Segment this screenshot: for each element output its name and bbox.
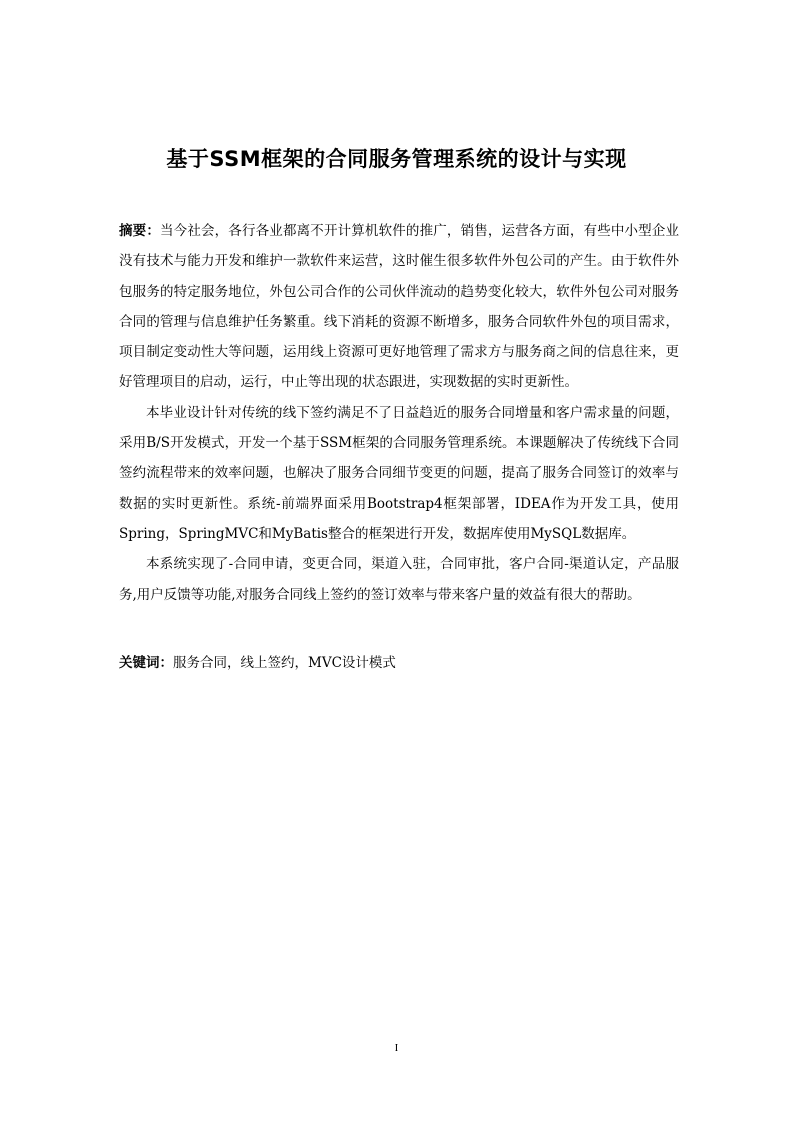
abstract-section	[119, 216, 679, 610]
abstract-paragraph-1	[119, 216, 679, 398]
abstract-paragraph-2: 本毕业设计针对传统的线下签约满足不了日益趋近的服务合同增量和客户需求量的问题，采用B/S开发模式，开发一个基于SSM框架的合同服务管理系统。本课题解决了传统线下合同签约流程带来的效率问题，也解决了服务合同细节变更的问题，提高了服务合同签订的效率与数据的实时更新性。系统-前端界面采用Bootstrap4框架部署，IDEA作为开发工具，使用Spring，SpringMVC和MyBatis整合的框架进行开发，数据库使用MySQL数据库。	[119, 404, 679, 542]
document-title: 基于SSM框架的合同服务管理系统的设计与实现	[166, 147, 627, 171]
keywords-section	[119, 650, 679, 676]
keywords-value: 服务合同，线上签约，MVC设计模式	[173, 655, 396, 671]
keywords-label: 关键词：	[119, 655, 173, 671]
abstract-label: 摘要：	[119, 223, 160, 239]
abstract-paragraph-1-text: 当今社会，各行各业都离不开计算机软件的推广，销售，运营各方面，有些中小型企业没有技术与能力开发和维护一款软件来运营，这时催生很多软件外包公司的产生。由于软件外包服务的特定服务地位，外包公司合作的公司伙伴流动的趋势变化较大，软件外包公司对服务合同的管理与信息维护任务繁重。线下消耗的资源不断增多，服务合同软件外包的项目需求，项目制定变动性大等问题，运用线上资源可更好地管理了需求方与服务商之间的信息往来，更好管理项目的启动，运行，中止等出现的状态跟进，实现数据的实时更新性。	[119, 223, 680, 391]
page-number: I	[394, 1042, 399, 1054]
abstract-paragraph-3: 本系统实现了-合同申请，变更合同，渠道入驻，合同审批，客户合同-渠道认定，产品服务,用户反馈等功能,对服务合同线上签约的签订效率与带来客户量的效益有很大的帮助。	[119, 556, 679, 603]
